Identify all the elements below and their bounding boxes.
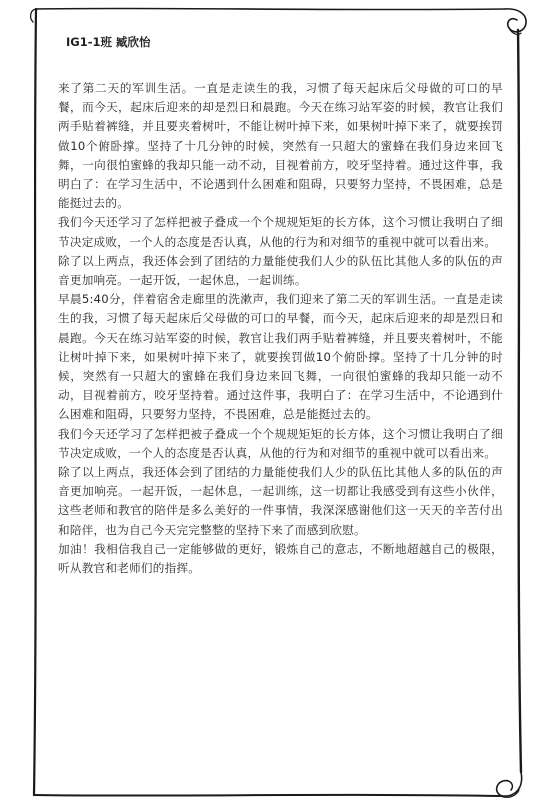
document-title: IG1-1班 臧欣怡: [66, 35, 151, 49]
paragraph-4: 早晨5:40分，伴着宿舍走廊里的洗漱声，我们迎来了第二天的军训生活。一直是走读生的我，习惯了每天起床后父母做的可口的早餐，而今天，起床后迎来的却是烈日和晨跑。今天在练习站军姿的时候，教官让我们两手贴着裤缝，并且要夹着树叶，不能让树叶掉下来，如果树叶掉下来了，就要挨罚做10个俯卧撑。坚持了十几分钟的时候，突然有一只超大的蜜蜂在我们身边来回飞舞，一向很怕蜜蜂的我却只能一动不动，目视着前方，咬牙坚持着。通过这件事，我明白了：在学习生活中，不论遇到什么困难和阻碍，只要努力坚持，不畏困难，总是能挺过去的。: [58, 292, 503, 422]
paragraph-6: 除了以上两点，我还体会到了团结的力量能使我们人少的队伍比其他人多的队伍的声音更加响亮。一起开饭，一起休息，一起训练，这一切都让我感受到有这些小伙伴，这些老师和教官的陪伴是多么美好的一件事情，我深深感谢他们这一天天的辛苦付出和陪伴，也为自己今天完完整整的坚持下来了而感到欣慰。: [58, 465, 503, 537]
document-page: [58, 34, 503, 578]
paragraph-2: 我们今天还学习了怎样把被子叠成一个个规规矩矩的长方体，这个习惯让我明白了细节决定成败，一个人的态度是否认真，从他的行为和对细节的重视中就可以看出来。: [58, 215, 503, 249]
paragraph-1: 来了第二天的军训生活。一直是走读生的我，习惯了每天起床后父母做的可口的早餐，而今天，起床后迎来的却是烈日和晨跑。今天在练习站军姿的时候，教官让我们两手贴着裤缝，并且要夹着树叶，不能让树叶掉下来，如果树叶掉下来了，就要挨罚做10个俯卧撑。坚持了十几分钟的时候，突然有一只超大的蜜蜂在我们身边来回飞舞，一向很怕蜜蜂的我却只能一动不动，目视着前方，咬牙坚持着。通过这件事，我明白了：在学习生活中，不论遇到什么困难和阻碍，只要努力坚持，不畏困难，总是能挺过去的。: [58, 81, 503, 211]
paragraph-3: 除了以上两点，我还体会到了团结的力量能使我们人少的队伍比其他人多的队伍的声音更加响亮。一起开饭，一起休息，一起训练。: [58, 253, 503, 288]
paragraph-5: 我们今天还学习了怎样把被子叠成一个个规规矩矩的长方体，这个习惯让我明白了细节决定成败，一个人的态度是否认真，从他的行为和对细节的重视中就可以看出来。: [58, 426, 503, 460]
paragraph-7: 加油！我相信我自己一定能够做的更好，锻炼自己的意志，不断地超越自己的极限，听从教官和老师们的指挥。: [58, 541, 503, 576]
